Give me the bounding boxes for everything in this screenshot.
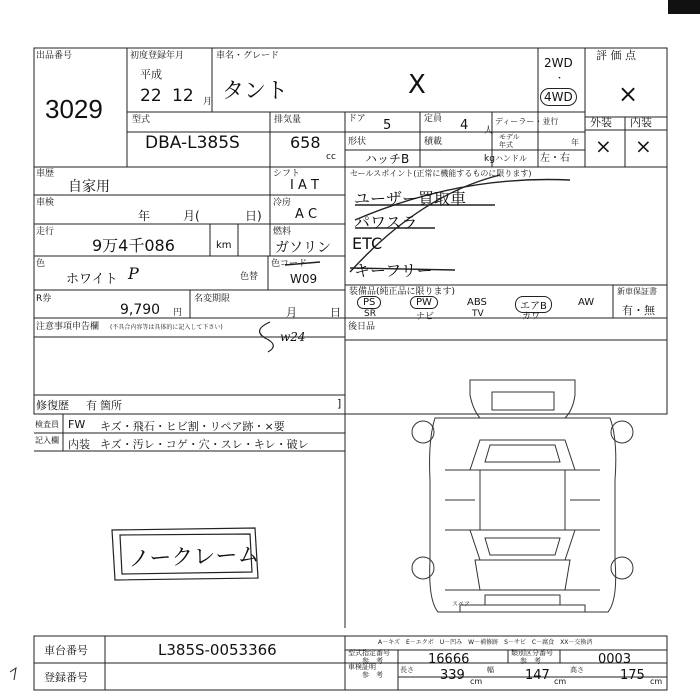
equip-pw: PW — [410, 296, 438, 309]
selling-point-item: ユーザー買取車 — [354, 189, 467, 208]
drive-2wd: 2WD — [544, 56, 573, 70]
first-reg-label: 初度登録年月 — [130, 51, 185, 61]
notes-sub: (不具合内容等は具体的に記入して下さい) — [110, 324, 223, 331]
equipment-label: 装備品(純正品に限ります) — [349, 287, 456, 297]
yen-unit: 円 — [173, 308, 183, 318]
inspection-day: 日) — [245, 209, 262, 223]
height-value: 175 — [620, 668, 645, 683]
notes-handwritten: w24 — [280, 330, 306, 344]
recycle-amount: 9,790 — [120, 302, 161, 318]
doors: 5 — [383, 118, 392, 133]
equip-airbag: エアB — [515, 296, 552, 313]
equip-navi: ナビ — [416, 312, 435, 322]
repair-bracket: ] — [337, 397, 342, 410]
model-label: 型式 — [132, 115, 151, 125]
inspector-row1-head: FW — [68, 418, 86, 431]
km-unit: km — [216, 240, 232, 251]
score-mark: × — [618, 80, 639, 108]
shape: ハッチB — [365, 152, 410, 166]
kg-unit: kg — [484, 154, 495, 164]
equip-ps: PS — [357, 296, 381, 309]
repair-count: 箇所 — [100, 399, 122, 412]
spare-label: スペア — [452, 601, 471, 608]
car-diagram — [412, 380, 633, 612]
deadline-day: 日 — [330, 306, 341, 319]
color-change-label: 色替 — [240, 272, 259, 282]
fuel: ガソリン — [275, 240, 331, 256]
load-label: 積載 — [424, 137, 443, 147]
color-mark: P — [128, 264, 139, 283]
class-label: 類別区分番号 — [511, 649, 553, 657]
lot-label: 出品番号 — [36, 51, 73, 61]
year-unit: 年 — [571, 138, 579, 147]
cert-sub: 参 考 — [362, 671, 383, 679]
inspection-label: 車検 — [36, 198, 55, 208]
height-label: 高さ — [570, 666, 584, 674]
type-cert-number: 16666 — [428, 652, 470, 667]
cert-label: 車検証明 — [348, 663, 376, 671]
type-cert-sub: 参 考 — [362, 657, 383, 665]
car-name-label: 車名・グレード — [216, 51, 280, 61]
mileage-label: 走行 — [36, 227, 55, 237]
equip-leather: カワ — [522, 312, 541, 322]
door-label: ドア — [348, 114, 366, 124]
car-name: タント — [222, 79, 289, 104]
width-label: 幅 — [487, 666, 494, 674]
capacity: 4 — [460, 118, 469, 133]
interior-mark: × — [635, 134, 652, 158]
history: 自家用 — [68, 179, 110, 195]
corner-mark — [668, 0, 700, 14]
repair-label: 修復歴 — [36, 399, 69, 412]
repair-value: 有 — [86, 399, 97, 412]
model-year-label: モデル 年式 — [499, 133, 520, 149]
handle-lr: 左・右 — [540, 153, 570, 164]
fuel-label: 燃料 — [273, 227, 292, 237]
exterior-label: 外装 — [590, 116, 612, 129]
color-label: 色 — [36, 259, 46, 269]
displacement: 658 — [290, 133, 321, 152]
equip-tv: TV — [472, 309, 484, 319]
deadline-month: 月 — [286, 306, 297, 319]
reg-year: 22 — [140, 86, 162, 106]
inspector-label-1: 検査員 — [35, 420, 59, 429]
rear-label: 後日品 — [348, 322, 376, 332]
drive-4wd: 4WD — [540, 88, 577, 106]
reg-month: 12 — [172, 86, 194, 106]
era: 平成 — [140, 68, 162, 81]
inspection-month: 月( — [183, 209, 200, 223]
width-value: 147 — [525, 668, 550, 683]
shift-label: シフト — [273, 169, 301, 179]
length-unit: cm — [470, 677, 483, 686]
selling-point-item: パワスラ — [354, 213, 418, 232]
shift: I A T — [290, 178, 319, 193]
color: ホワイト — [66, 272, 118, 287]
handle-label: ハンドル — [495, 154, 527, 163]
dealer-label: ディーラー・並行 — [495, 117, 559, 126]
shape-label: 形状 — [348, 137, 367, 147]
selling-point-item: ETC — [352, 234, 383, 253]
length-value: 339 — [440, 668, 465, 683]
height-unit: cm — [650, 677, 663, 686]
color-code-label: 色コード — [271, 259, 308, 269]
equip-abs: ABS — [467, 297, 487, 308]
aircon-label: 冷房 — [273, 198, 292, 208]
warranty-value: 有・無 — [622, 304, 655, 317]
class-sub: 参 考 — [520, 657, 541, 665]
exterior-mark: × — [595, 134, 612, 158]
class-number: 0003 — [598, 652, 632, 667]
interior-label: 内装 — [630, 116, 652, 129]
selling-points-label: セールスポイント(正常に機能するものに限ります) — [350, 169, 532, 178]
score-label: 評 価 点 — [596, 49, 636, 62]
displacement-label: 排気量 — [274, 115, 302, 125]
deadline-label: 名変期限 — [194, 294, 231, 304]
cc-unit: cc — [326, 152, 336, 162]
aircon: A C — [295, 207, 318, 222]
inspector-label-2: 記入欄 — [35, 436, 59, 445]
person-unit: 人 — [484, 126, 494, 136]
month-unit: 月 — [203, 97, 213, 107]
type-cert-label: 型式指定番号 — [348, 649, 390, 657]
lot-number: 3029 — [45, 94, 103, 124]
inspector-row2: キズ・汚レ・コゲ・穴・スレ・キレ・破レ — [100, 438, 309, 451]
equip-sr: SR — [364, 309, 376, 319]
damage-legend: A－キズ E－エクボ U－凹み W－補修跡 S－サビ C－腐食 XX－交換済 — [378, 639, 593, 646]
warranty-label: 新車保証書 — [617, 287, 657, 296]
no-claim-stamp: ノークレーム — [127, 542, 260, 573]
history-label: 車歴 — [36, 169, 55, 179]
reg-label: 登録番号 — [44, 671, 88, 684]
recycle-label: R券 — [36, 294, 52, 304]
color-code: W09 — [290, 272, 318, 286]
mileage: 9万4千086 — [92, 236, 175, 255]
drive-dot: ・ — [555, 74, 565, 84]
inspector-row1: キズ・飛石・ヒビ割・リペア跡・×要 — [100, 420, 285, 433]
width-unit: cm — [554, 677, 567, 686]
chassis-number: L385S-0053366 — [158, 641, 277, 659]
chassis-label: 車台番号 — [44, 644, 88, 657]
equip-aw: AW — [578, 297, 595, 308]
model-code: DBA-L385S — [145, 133, 240, 153]
inspector-row2-head: 内装 — [68, 438, 90, 451]
capacity-label: 定員 — [424, 114, 443, 124]
car-grade: X — [408, 70, 426, 100]
inspection-year: 年 — [138, 209, 151, 223]
selling-point-item: キーフリー — [354, 261, 433, 280]
notes-label: 注意事項申告欄 — [36, 322, 100, 332]
length-label: 長さ — [400, 666, 414, 674]
